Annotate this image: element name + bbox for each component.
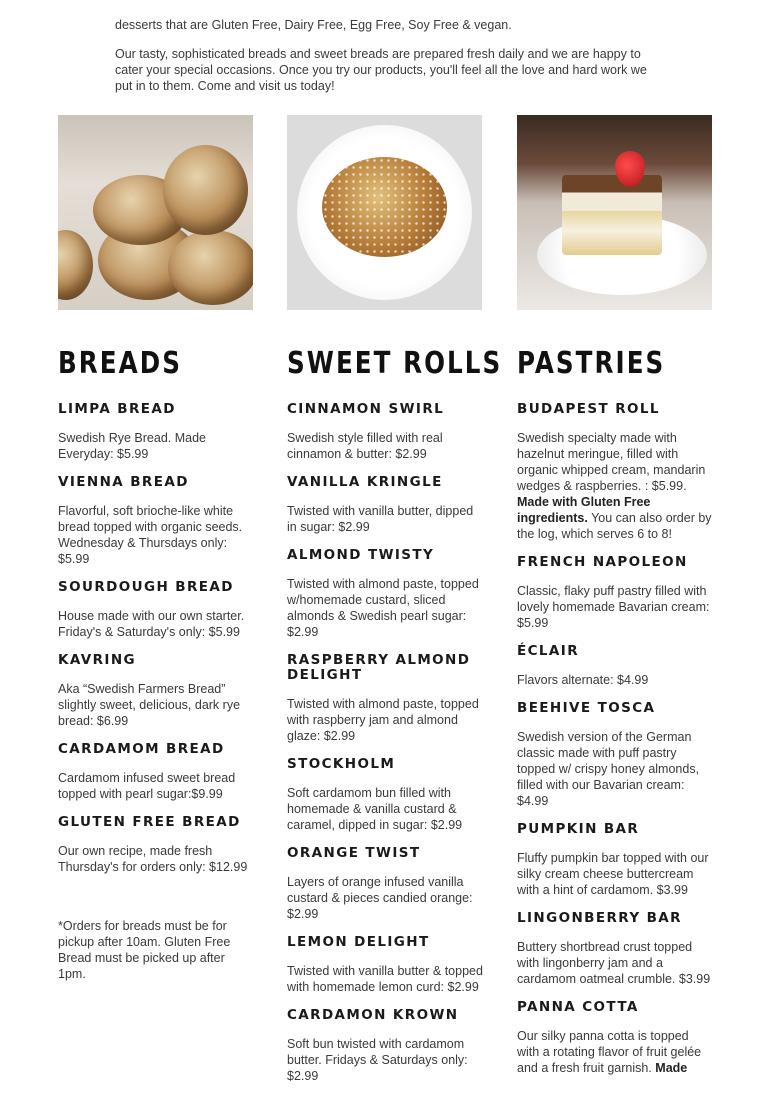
menu-item-desc: Fluffy pumpkin bar topped with our silky cream cheese buttercream with a hint of cardamom. $3.99 (517, 851, 709, 897)
menu-item-name: KAVRING (58, 652, 137, 668)
menu-item-name: VIENNA BREAD (58, 474, 189, 490)
menu-item-desc: Twisted with almond paste, topped with raspberry jam and almond glaze: $2.99 (287, 697, 479, 743)
breads-column (58, 115, 254, 995)
menu-item-desc: Aka “Swedish Farmers Bread” slightly sweet, delicious, dark rye bread: $6.99 (58, 682, 241, 728)
menu-item-name: FRENCH NAPOLEON (517, 554, 688, 570)
menu-item-desc: Our silky panna cotta is topped with a rotating flavor of fruit gelée and a fresh fruit garnish. Made (517, 1029, 702, 1075)
menu-item-name: RASPBERRY ALMOND DELIGHT (287, 652, 471, 683)
menu-item-desc: Swedish style filled with real cinnamon & butter: $2.99 (287, 431, 443, 461)
sweet-rolls-title: SWEET ROLLS (287, 346, 503, 381)
menu-item-name: STOCKHOLM (287, 756, 396, 772)
menu-item-name: ALMOND TWISTY (287, 547, 435, 563)
pastries-column (517, 115, 713, 1089)
menu-item-desc: House made with our own starter. Friday's & Saturday's only: $5.99 (58, 609, 245, 639)
menu-item-name: LINGONBERRY BAR (517, 910, 682, 926)
menu-item-desc: Our own recipe, made fresh Thursday's for orders only: $12.99 (58, 844, 248, 874)
menu-item-desc: Layers of orange infused vanilla custard & pieces candied orange: $2.99 (287, 875, 473, 921)
menu-item-desc: Swedish Rye Bread. Made Everyday: $5.99 (58, 431, 206, 461)
menu-item-desc: Swedish specialty made with hazelnut meringue, filled with organic whipped cream, mandarin wedges & raspberries. : $5.99. Made with Gluten Free ingredients. You can also order by the log, which serves 6 to 8! (517, 431, 712, 541)
menu-item-name: BEEHIVE TOSCA (517, 700, 656, 716)
menu-item-name: PANNA COTTA (517, 999, 639, 1015)
menu-item-name: CINNAMON SWIRL (287, 401, 445, 417)
sweet-rolls-column (287, 115, 503, 1097)
breads-photo (58, 115, 253, 310)
menu-item-name: CARDAMON KROWN (287, 1007, 459, 1023)
menu-item-name: BUDAPEST ROLL (517, 401, 660, 417)
menu-item-desc: Swedish version of the German classic made with puff pastry topped w/ crispy honey almonds, filled with our Bavarian cream: $4.99 (517, 730, 700, 808)
pastries-title: PASTRIES (517, 346, 666, 381)
intro-line: desserts that are Gluten Free, Dairy Free, Egg Free, Soy Free & vegan. (115, 17, 512, 32)
menu-item-desc: Cardamom infused sweet bread topped with pearl sugar:$9.99 (58, 771, 236, 801)
menu-item-desc: Twisted with almond paste, topped w/homemade custard, sliced almonds & Swedish pearl sugar: $2.99 (287, 577, 479, 639)
menu-item-desc: Soft bun twisted with cardamom butter. Fridays & Saturdays only: $2.99 (287, 1037, 468, 1083)
menu-item-name: GLUTEN FREE BREAD (58, 814, 241, 830)
menu-item-name: LIMPA BREAD (58, 401, 176, 417)
menu-item-desc: Classic, flaky puff pastry filled with lovely homemade Bavarian cream: $5.99 (517, 584, 710, 630)
menu-item-name: PUMPKIN BAR (517, 821, 640, 837)
menu-item-desc: Soft cardamom bun filled with homemade & vanilla custard & caramel, dipped in sugar: $2.99 (287, 786, 463, 832)
menu-item-name: LEMON DELIGHT (287, 934, 430, 950)
menu-item-name: ORANGE TWIST (287, 845, 421, 861)
menu-item-name: SOURDOUGH BREAD (58, 579, 234, 595)
menu-item-name: CARDAMOM BREAD (58, 741, 225, 757)
menu-item-desc: Buttery shortbread crust topped with lingonberry jam and a cardamom oatmeal crumble. $3.99 (517, 940, 711, 986)
breads-title: BREADS (58, 346, 182, 381)
menu-item-name: ÉCLAIR (517, 643, 579, 659)
menu-item-desc: Twisted with vanilla butter & topped with homemade lemon curd: $2.99 (287, 964, 483, 994)
menu-item-name: VANILLA KRINGLE (287, 474, 443, 490)
menu-item-desc: Flavorful, soft brioche-like white bread topped with organic seeds. Wednesday & Thursdays only: $5.99 (58, 504, 243, 566)
breads-order-note: *Orders for breads must be for pickup after 10am. Gluten Free Bread must be picked up after 1pm. (58, 919, 231, 981)
menu-item-desc: Twisted with vanilla butter, dipped in sugar: $2.99 (287, 504, 474, 534)
pastries-photo (517, 115, 712, 310)
menu-item-desc: Flavors alternate: $4.99 (517, 673, 649, 687)
intro-paragraph: Our tasty, sophisticated breads and sweet breads are prepared fresh daily and we are happy to cater your special occasions. Once you try our products, you'll feel all the love and hard work we put in to them. Come and visit us today! (115, 46, 647, 93)
sweet-rolls-photo (287, 115, 482, 310)
